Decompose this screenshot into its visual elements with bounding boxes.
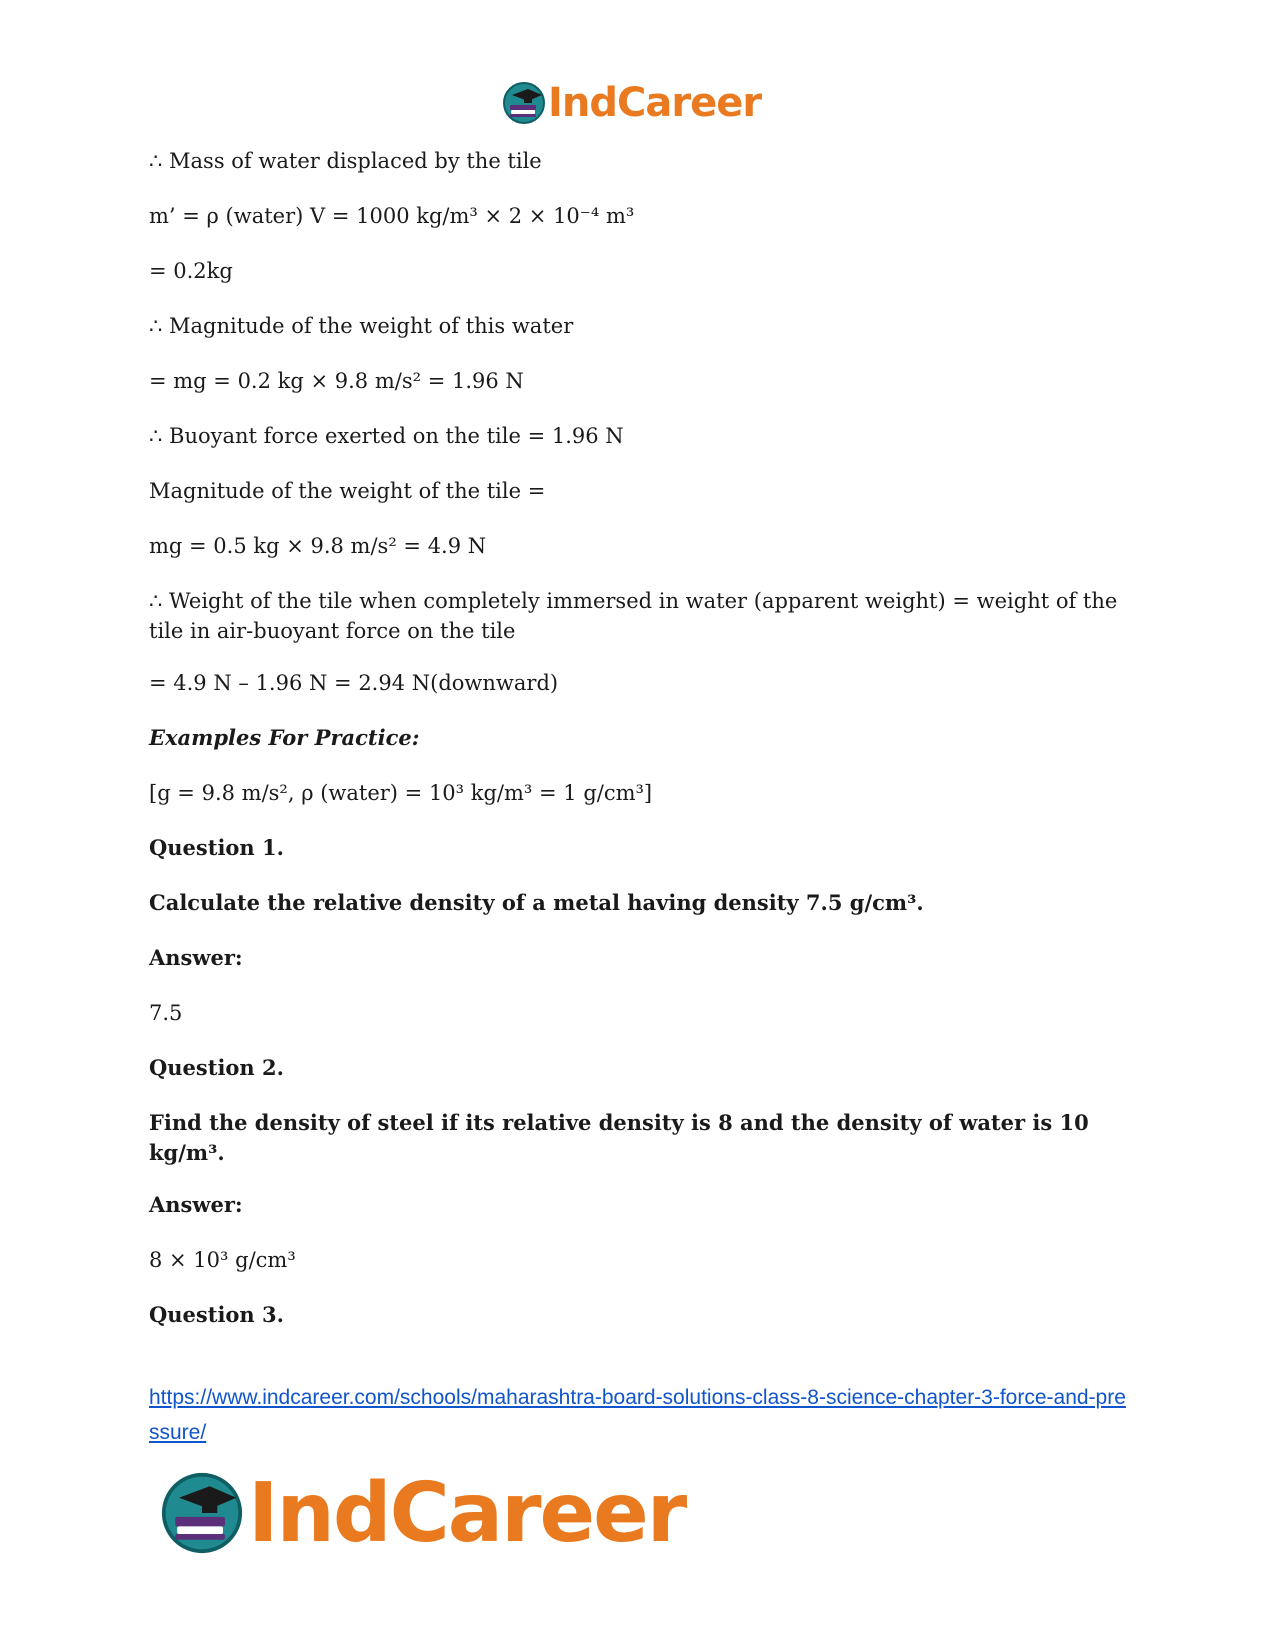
section-heading: Examples For Practice:	[149, 725, 420, 750]
document-body	[149, 146, 1129, 1355]
text-line: ∴ Mass of water displaced by the tile	[149, 149, 542, 173]
text-line: = 0.2kg	[149, 259, 233, 283]
text-line: ∴ Magnitude of the weight of this water	[149, 314, 574, 338]
answer-label: Answer:	[149, 945, 243, 970]
text-line: Magnitude of the weight of the tile =	[149, 479, 546, 503]
text-line: [g = 9.8 m/s², ρ (water) = 10³ kg/m³ = 1 g/cm³]	[149, 781, 653, 805]
answer-text: 7.5	[149, 1001, 183, 1025]
question-text: Calculate the relative density of a metal having density 7.5 g/cm³.	[149, 890, 924, 915]
text-line: ∴ Weight of the tile when completely immersed in water (apparent weight) = weight of the tile in air-buoyant force on the tile	[149, 589, 1118, 643]
footer-logo	[160, 1465, 686, 1561]
graduation-book-icon	[160, 1471, 244, 1555]
question-text: Find the density of steel if its relative density is 8 and the density of water is 10 kg/m³.	[149, 1110, 1089, 1165]
question-label: Question 1.	[149, 835, 284, 860]
source-url-link[interactable]: https://www.indcareer.com/schools/maharashtra-board-solutions-class-8-science-chapter-3-force-and-pressure/	[149, 1386, 1126, 1444]
question-label: Question 3.	[149, 1302, 284, 1327]
text-line: = mg = 0.2 kg × 9.8 m/s² = 1.96 N	[149, 369, 524, 393]
text-line: m’ = ρ (water) V = 1000 kg/m³ × 2 × 10⁻⁴ m³	[149, 204, 635, 228]
question-label: Question 2.	[149, 1055, 284, 1080]
answer-label: Answer:	[149, 1192, 243, 1217]
graduation-book-icon	[502, 81, 546, 125]
answer-text: 8 × 10³ g/cm³	[149, 1248, 296, 1272]
text-line: = 4.9 N – 1.96 N = 2.94 N(downward)	[149, 671, 559, 695]
logo-wordmark: IndCareer	[548, 80, 762, 126]
text-line: mg = 0.5 kg × 9.8 m/s² = 4.9 N	[149, 534, 487, 558]
header-logo	[502, 78, 761, 128]
logo-wordmark: IndCareer	[248, 1465, 686, 1561]
text-line: ∴ Buoyant force exerted on the tile = 1.96 N	[149, 424, 624, 448]
